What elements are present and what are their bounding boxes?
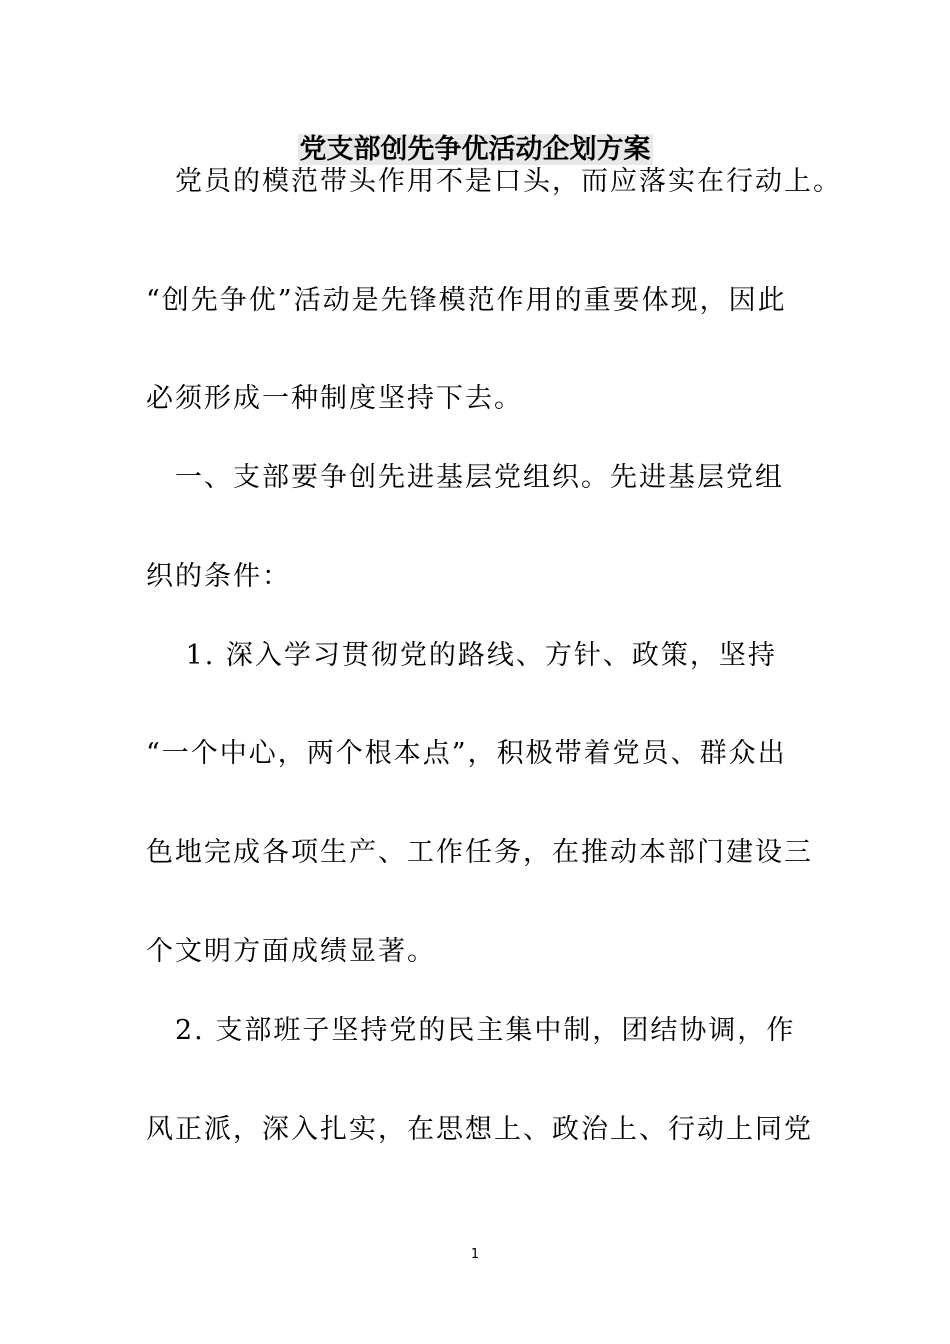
body-line-2: “创先争优”活动是先锋模范作用的重要体现，因此 [146,285,787,316]
body-line-5: 织的条件： [146,561,291,592]
body-line-1: 党员的模范带头作用不是口头，而应落实在行动上。 [146,166,842,197]
body-line-6: 1. 深入学习贯彻党的路线、方针、政策，坚持 [146,640,777,671]
body-line-10: 2. 支部班子坚持党的民主集中制，团结协调，作 [146,1015,796,1046]
body-line-8: 色地完成各项生产、工作任务，在推动本部门建设三 [146,837,813,868]
page-number: 1 [470,1247,480,1262]
body-line-7: “一个中心，两个根本点”，积极带着党员、群众出 [146,738,787,769]
document-title-text: 党支部创先争优活动企划方案 [299,134,651,165]
body-line-9: 个文明方面成绩显著。 [146,936,436,967]
body-line-4: 一、支部要争创先进基层党组织。先进基层党组 [146,462,784,493]
body-line-3: 必须形成一种制度坚持下去。 [146,383,523,414]
body-line-11: 风正派，深入扎实，在思想上、政治上、行动上同党 [146,1114,813,1145]
